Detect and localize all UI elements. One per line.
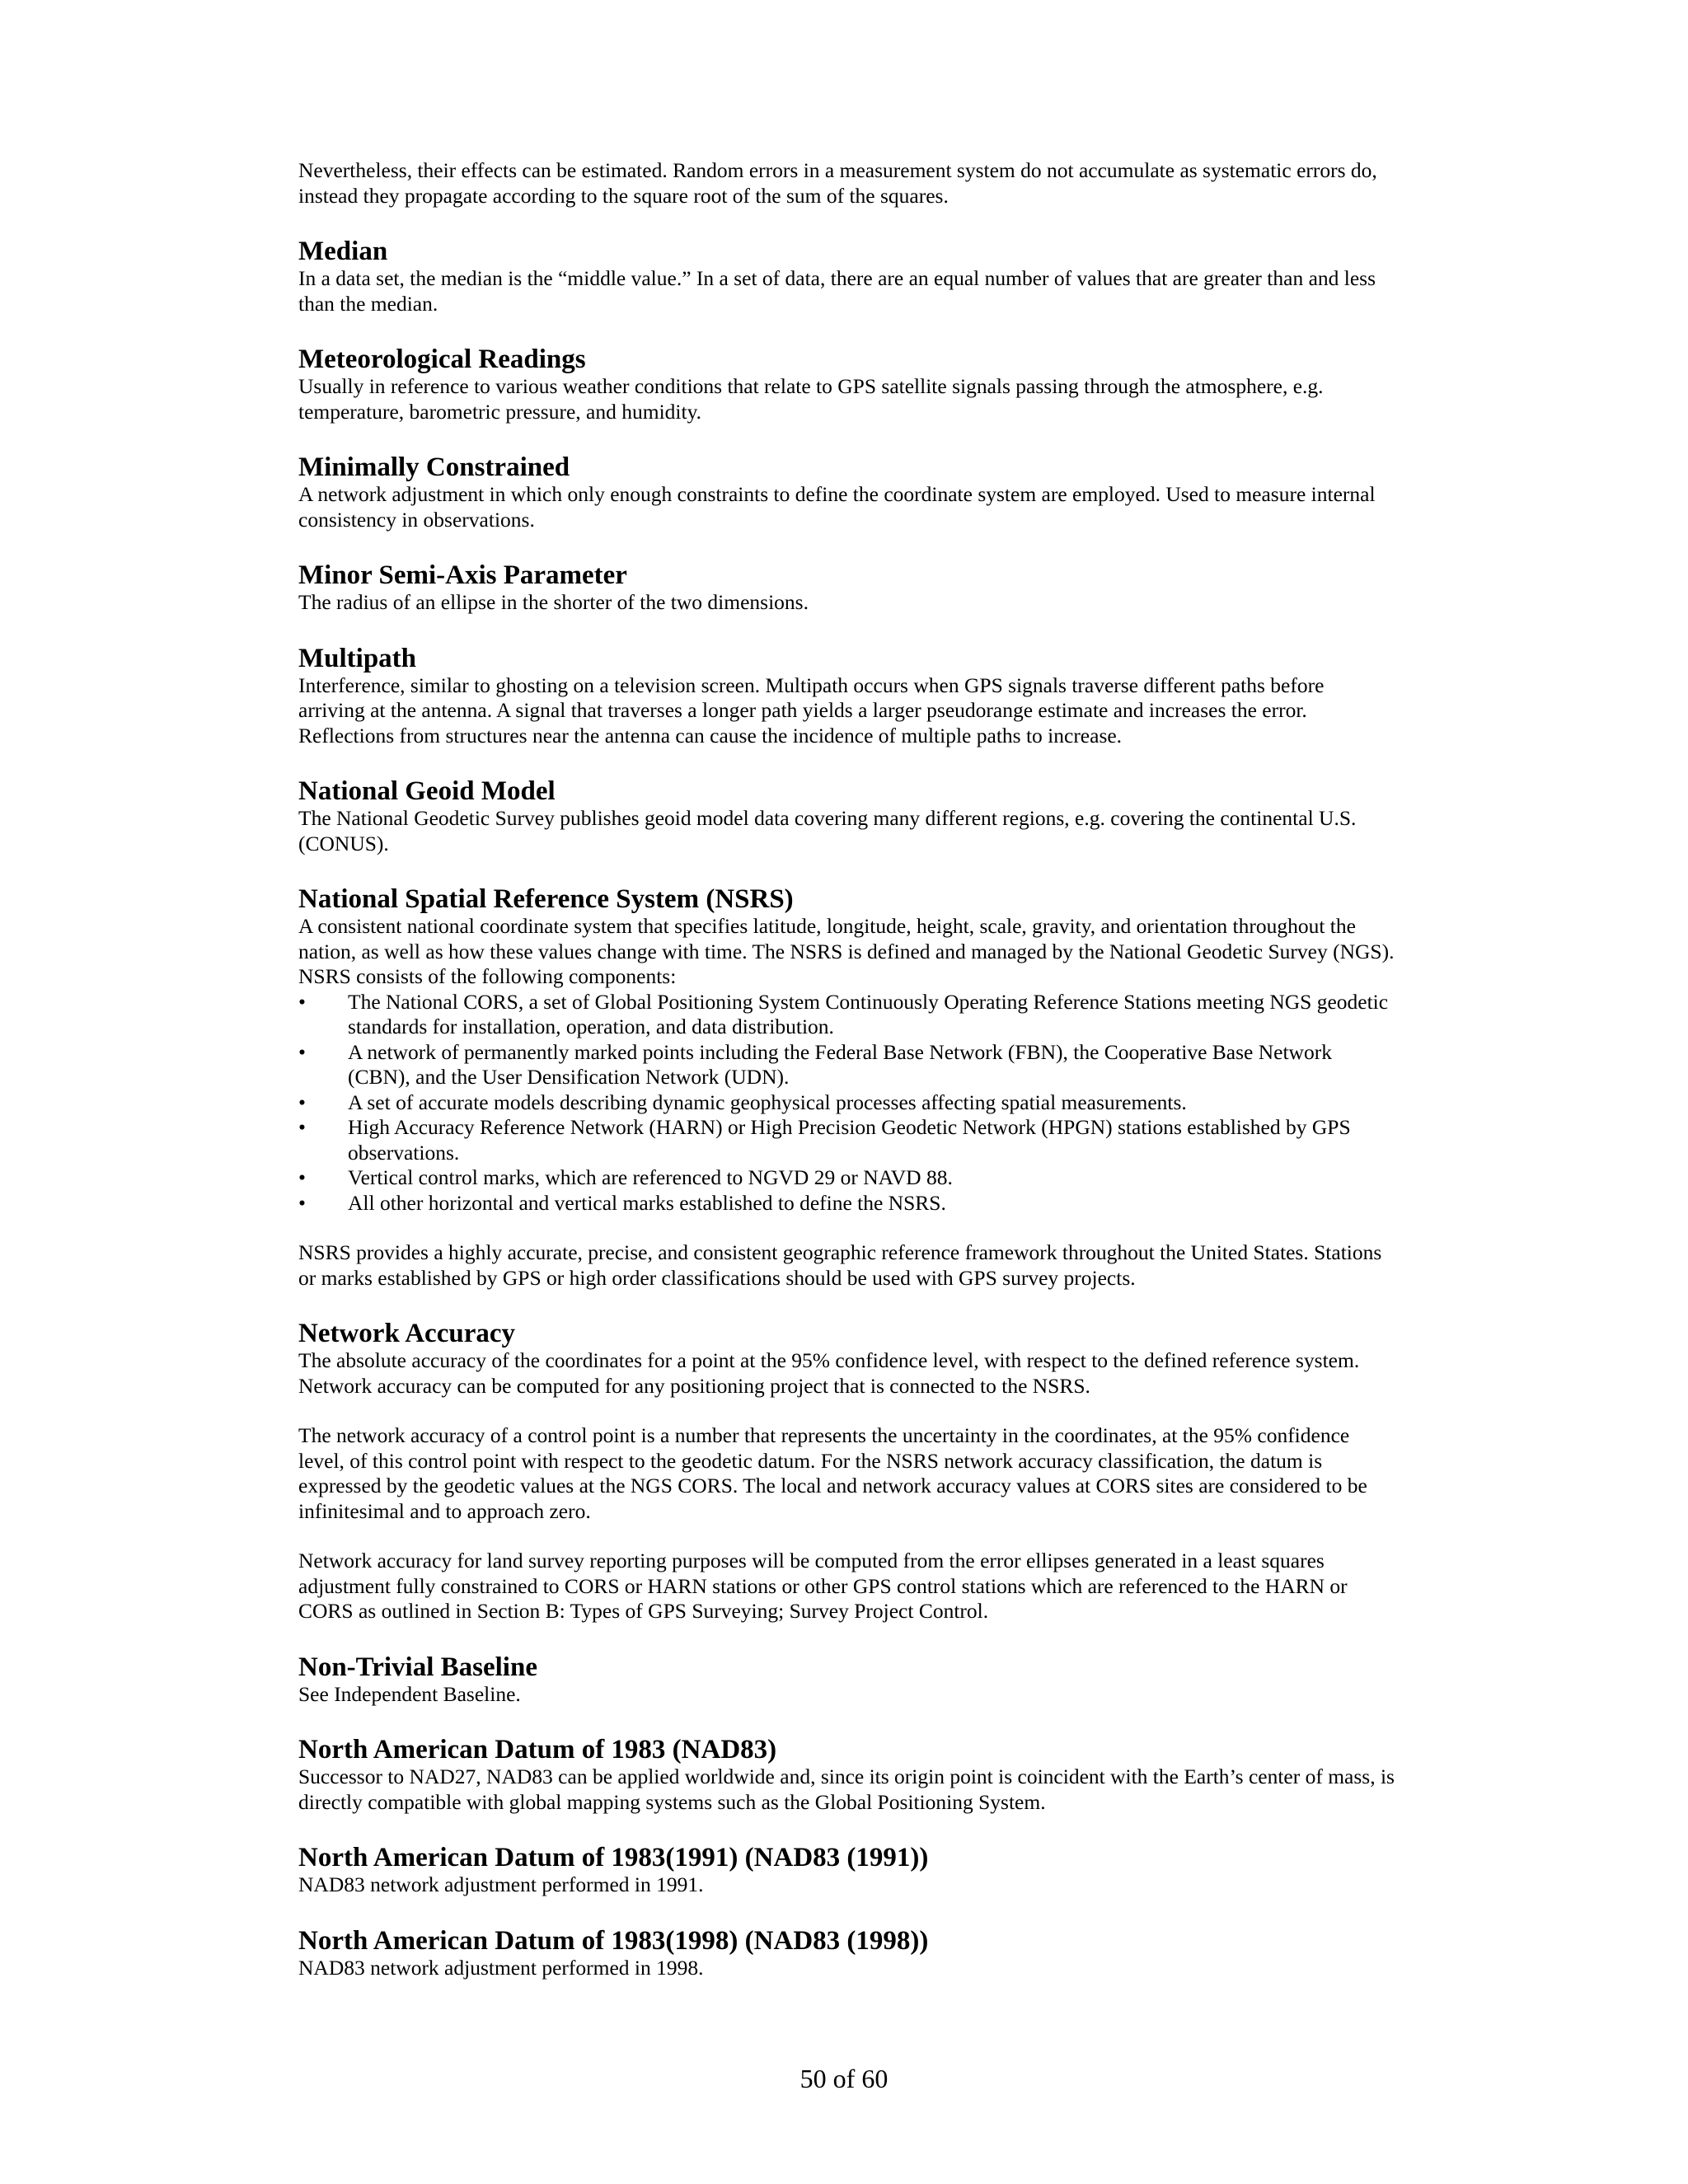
glossary-entry-nsrs xyxy=(298,884,1395,1291)
list-item xyxy=(298,1165,1395,1191)
list-item-text: A set of accurate models describing dynamic geophysical processes affecting spatial measurements. xyxy=(348,1090,1187,1114)
document-page xyxy=(298,158,1395,2008)
entry-definition: NAD83 network adjustment performed in 1998. xyxy=(298,1955,704,1980)
glossary-entry-network-accuracy xyxy=(298,1319,1395,1624)
entry-heading: National Spatial Reference System (NSRS) xyxy=(298,884,794,914)
entry-definition: The absolute accuracy of the coordinates for a point at the 95% confidence level, with respect to the defined reference system. Network accuracy can be computed for any positioning project that is connected to the NSRS. xyxy=(298,1348,1360,1398)
entry-heading: Median xyxy=(298,237,388,266)
list-item-text: Vertical control marks, which are referenced to NGVD 29 or NAVD 88. xyxy=(348,1165,953,1189)
intro-paragraph: Nevertheless, their effects can be estimated. Random errors in a measurement system do not accumulate as systematic errors do, instead they propagate according to the square root of the sum of the squares. xyxy=(298,158,1377,208)
list-item xyxy=(298,1191,1395,1216)
glossary-entry-median xyxy=(298,237,1395,316)
list-item-text: A network of permanently marked points including the Federal Base Network (FBN), the Cooperative Base Network (CBN), and the User Densification Network (UDN). xyxy=(348,1039,1332,1089)
bullet-marker: • xyxy=(298,1115,306,1139)
entry-heading: North American Datum of 1983 (NAD83) xyxy=(298,1735,777,1765)
entry-definition: See Independent Baseline. xyxy=(298,1681,521,1706)
glossary-entry-nad83 xyxy=(298,1735,1395,1815)
entry-definition: The National Geodetic Survey publishes geoid model data covering many different regions, e.g. covering the continental U.S. (CONUS). xyxy=(298,806,1357,855)
entry-definition: NSRS provides a highly accurate, precise, and consistent geographic reference framework throughout the United States. Stations or marks established by GPS or high order classifications should be used with GPS survey projects. xyxy=(298,1240,1382,1290)
entry-definition: Interference, similar to ghosting on a television screen. Multipath occurs when GPS signals traverse different paths before arriving at the antenna. A signal that traverses a longer path yields a larger pseudorange estimate and increases the error. Reflections from structures near the antenna can cause the incidence of multiple paths to increase. xyxy=(298,673,1325,748)
bullet-marker: • xyxy=(298,1165,306,1189)
entry-heading: Meteorological Readings xyxy=(298,344,586,374)
entry-heading: Multipath xyxy=(298,643,417,673)
entry-definition: NAD83 network adjustment performed in 1991. xyxy=(298,1872,704,1896)
entry-definition: Successor to NAD27, NAD83 can be applied worldwide and, since its origin point is coincident with the Earth’s center of mass, is directly compatible with global mapping systems such as the Global Positioning System. xyxy=(298,1765,1395,1814)
list-item-text: The National CORS, a set of Global Positioning System Continuously Operating Reference Stations meeting NGS geodetic standards for installation, operation, and data distribution. xyxy=(348,989,1389,1038)
list-item xyxy=(298,990,1395,1040)
list-item xyxy=(298,1040,1395,1090)
entry-heading: National Geoid Model xyxy=(298,776,556,806)
glossary-entry-nad83-1991 xyxy=(298,1843,1395,1898)
list-item xyxy=(298,1090,1395,1116)
list-item-text: All other horizontal and vertical marks established to define the NSRS. xyxy=(348,1190,946,1215)
glossary-entry-nad83-1998 xyxy=(298,1926,1395,1981)
bullet-marker: • xyxy=(298,1190,306,1215)
entry-definition: A network adjustment in which only enough constraints to define the coordinate system are employed. Used to measure internal consistency in observations. xyxy=(298,482,1376,532)
entry-definition: A consistent national coordinate system that specifies latitude, longitude, height, scale, gravity, and orientation throughout the nation, as well as how these values change with time. The NSRS is defined and managed by the National Geodetic Survey (NGS). NSRS consists of the following components: xyxy=(298,914,1395,988)
page-number: 50 of 60 xyxy=(799,2064,889,2093)
nsrs-components-list xyxy=(298,990,1395,1216)
list-item-text: High Accuracy Reference Network (HARN) or High Precision Geodetic Network (HPGN) stations established by GPS observations. xyxy=(348,1115,1351,1165)
bullet-marker: • xyxy=(298,989,306,1014)
bullet-marker: • xyxy=(298,1039,306,1064)
glossary-entry-national-geoid-model xyxy=(298,776,1395,856)
entry-definition: In a data set, the median is the “middle value.” In a set of data, there are an equal number of values that are greater than and less than the median. xyxy=(298,266,1376,316)
entry-definition: The network accuracy of a control point is a number that represents the uncertainty in the coordinates, at the 95% confidence level, of this control point with respect to the geodetic datum. For the NSRS network accuracy classification, the datum is expressed by the geodetic values at the NGS CORS. The local and network accuracy values at CORS sites are considered to be infinitesimal and to approach zero. xyxy=(298,1423,1367,1523)
entry-heading: Minor Semi-Axis Parameter xyxy=(298,560,627,590)
list-item xyxy=(298,1115,1395,1165)
glossary-entry-minor-semi-axis-parameter xyxy=(298,560,1395,616)
entry-definition: The radius of an ellipse in the shorter of the two dimensions. xyxy=(298,590,809,614)
entry-heading: Network Accuracy xyxy=(298,1319,516,1348)
entry-heading: North American Datum of 1983(1998) (NAD83 (1998)) xyxy=(298,1925,929,1956)
entry-heading: Minimally Constrained xyxy=(298,452,570,482)
entry-definition: Usually in reference to various weather conditions that relate to GPS satellite signals passing through the atmosphere, e.g. temperature, barometric pressure, and humidity. xyxy=(298,374,1324,424)
glossary-entry-non-trivial-baseline xyxy=(298,1652,1395,1708)
entry-definition: Network accuracy for land survey reporting purposes will be computed from the error ellipses generated in a least squares adjustment fully constrained to CORS or HARN stations or other GPS control stations which are referenced to the HARN or CORS as outlined in Section B: Types of GPS Surveying; Survey Project Control. xyxy=(298,1549,1348,1623)
entry-heading: North American Datum of 1983(1991) (NAD83 (1991)) xyxy=(298,1843,929,1872)
glossary-entry-multipath xyxy=(298,644,1395,749)
bullet-marker: • xyxy=(298,1090,306,1114)
glossary-entry-minimally-constrained xyxy=(298,452,1395,532)
glossary-entry-meteorological-readings xyxy=(298,344,1395,424)
entry-heading: Non-Trivial Baseline xyxy=(298,1652,537,1682)
